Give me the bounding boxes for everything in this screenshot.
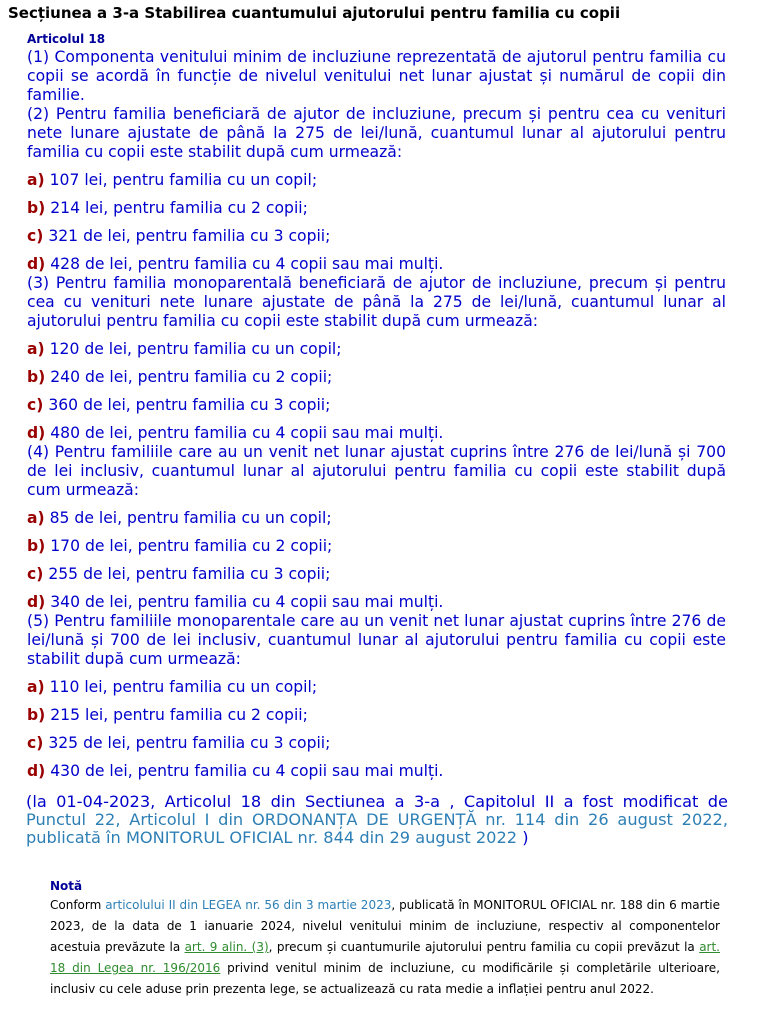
item-text: 110 lei, pentru familia cu un copil; bbox=[49, 678, 318, 696]
item-text: 430 de lei, pentru familia cu 4 copii sau mai mulți. bbox=[50, 762, 444, 780]
item-text: 215 lei, pentru familia cu 2 copii; bbox=[50, 706, 308, 724]
paragraph-3: (3) Pentru familia monoparentală beneficiară de ajutor de incluziune, precum și pentru cea cu venituri nete lunare ajustate de până la 275 de lei/lună, cuantumul lunar al ajutorului pentru familia cu copii este stabilit după cum urmează: bbox=[27, 274, 726, 330]
list-item bbox=[27, 565, 726, 584]
paragraph-4: (4) Pentru familiile care au un venit net lunar ajustat cuprins între 276 de lei/lună și 700 de lei inclusiv, cuantumul lunar al ajutorului pentru familia cu copii este stabilit după cum urmează: bbox=[27, 443, 726, 499]
paragraph-1: (1) Componenta venitului minim de incluziune reprezentată de ajutorul pentru familia cu copii se acordă în funcție de nivelul venitului net lunar ajustat și numărul de copii din familie. bbox=[27, 48, 726, 104]
item-letter: b) bbox=[27, 199, 46, 217]
note-text-4: privind venitul minim de incluziune, cu modificările și completările ulterioare, inclusiv cu cele aduse prin prezenta lege, se actualizează cu rata medie a inflației pentru anul 2022. bbox=[50, 961, 720, 996]
note-link-art-18[interactable]: art. 18 din Legea nr. 196/2016 bbox=[50, 940, 720, 975]
list-item bbox=[27, 706, 726, 725]
note-link-law-56[interactable]: articolului II din LEGEA nr. 56 din 3 martie 2023 bbox=[105, 898, 392, 912]
item-text: 240 de lei, pentru familia cu 2 copii; bbox=[50, 368, 333, 386]
item-text: 428 de lei, pentru familia cu 4 copii sau mai mulți. bbox=[50, 255, 444, 273]
item-letter: c) bbox=[27, 396, 44, 414]
item-text: 321 de lei, pentru familia cu 3 copii; bbox=[48, 227, 331, 245]
item-letter: d) bbox=[27, 593, 46, 611]
item-text: 325 de lei, pentru familia cu 3 copii; bbox=[48, 734, 331, 752]
item-letter: c) bbox=[27, 565, 44, 583]
modification-note bbox=[26, 793, 728, 847]
item-text: 107 lei, pentru familia cu un copil; bbox=[49, 171, 318, 189]
article-body bbox=[27, 48, 726, 847]
item-letter: d) bbox=[27, 255, 46, 273]
item-letter: b) bbox=[27, 368, 46, 386]
note-text-1: Conform bbox=[50, 898, 106, 912]
item-letter: a) bbox=[27, 678, 45, 696]
list-item bbox=[27, 171, 726, 190]
note-link-art-9[interactable]: art. 9 alin. (3) bbox=[184, 940, 269, 954]
item-letter: b) bbox=[27, 706, 46, 724]
item-letter: a) bbox=[27, 509, 45, 527]
note-text-2: , publicată în MONITORUL OFICIAL nr. 188 din 6 martie 2023, de la data de 1 ianuarie 2024, nivelul venitului minim de incluziune, respectiv al componentelor acestuia prevăzute la bbox=[50, 898, 720, 954]
item-text: 170 de lei, pentru familia cu 2 copii; bbox=[50, 537, 333, 555]
item-text: 340 de lei, pentru familia cu 4 copii sau mai mulți. bbox=[50, 593, 444, 611]
paragraph-5: (5) Pentru familiile monoparentale care au un venit net lunar ajustat cuprins între 276 de lei/lună și 700 de lei inclusiv, cuantumul lunar al ajutorului pentru familia cu copii este stabilit după cum urmează: bbox=[27, 612, 726, 668]
item-letter: a) bbox=[27, 171, 45, 189]
item-letter: a) bbox=[27, 340, 45, 358]
item-letter: c) bbox=[27, 734, 44, 752]
list-item bbox=[27, 734, 726, 753]
item-text: 214 lei, pentru familia cu 2 copii; bbox=[50, 199, 308, 217]
item-text: 255 de lei, pentru familia cu 3 copii; bbox=[48, 565, 331, 583]
section-title: Secțiunea a 3-a Stabilirea cuantumului ajutorului pentru familia cu copii bbox=[8, 4, 621, 22]
item-letter: b) bbox=[27, 537, 46, 555]
list-item bbox=[27, 762, 726, 781]
item-letter: d) bbox=[27, 762, 46, 780]
list-item bbox=[27, 537, 726, 556]
item-letter: d) bbox=[27, 424, 46, 442]
list-item bbox=[27, 424, 726, 443]
list-item bbox=[27, 396, 726, 415]
note-text-3: , precum și cuantumurile ajutorului pentru familia cu copii prevăzut la bbox=[268, 940, 700, 954]
article-title: Articolul 18 bbox=[27, 32, 106, 46]
paragraph-2: (2) Pentru familia beneficiară de ajutor de incluziune, precum și pentru cea cu venituri nete lunare ajustate de până la 275 de lei/lună, cuantumul lunar al ajutorului pentru familia cu copii este stabilit după cum urmează: bbox=[27, 105, 726, 161]
item-text: 120 de lei, pentru familia cu un copil; bbox=[49, 340, 342, 358]
modification-prefix: (la 01-04-2023, Articolul 18 din Sectiunea a 3-a , Capitolul II a fost modificat de bbox=[26, 792, 728, 811]
modification-link[interactable]: Punctul 22, Articolul I din ORDONANȚA DE URGENȚĂ nr. 114 din 26 august 2022, publicată în MONITORUL OFICIAL nr. 844 din 29 august 2022 bbox=[26, 810, 728, 847]
list-item bbox=[27, 678, 726, 697]
item-letter: c) bbox=[27, 227, 44, 245]
item-text: 360 de lei, pentru familia cu 3 copii; bbox=[48, 396, 331, 414]
list-item bbox=[27, 227, 726, 246]
list-item bbox=[27, 340, 726, 359]
list-item bbox=[27, 593, 726, 612]
modification-suffix: ) bbox=[517, 828, 529, 847]
item-text: 480 de lei, pentru familia cu 4 copii sau mai mulți. bbox=[50, 424, 444, 442]
item-text: 85 de lei, pentru familia cu un copil; bbox=[49, 509, 332, 527]
note-title: Notă bbox=[50, 879, 83, 893]
list-item bbox=[27, 368, 726, 387]
list-item bbox=[27, 255, 726, 274]
note-box bbox=[50, 878, 720, 1000]
note-text bbox=[50, 895, 720, 1000]
list-item bbox=[27, 509, 726, 528]
list-item bbox=[27, 199, 726, 218]
